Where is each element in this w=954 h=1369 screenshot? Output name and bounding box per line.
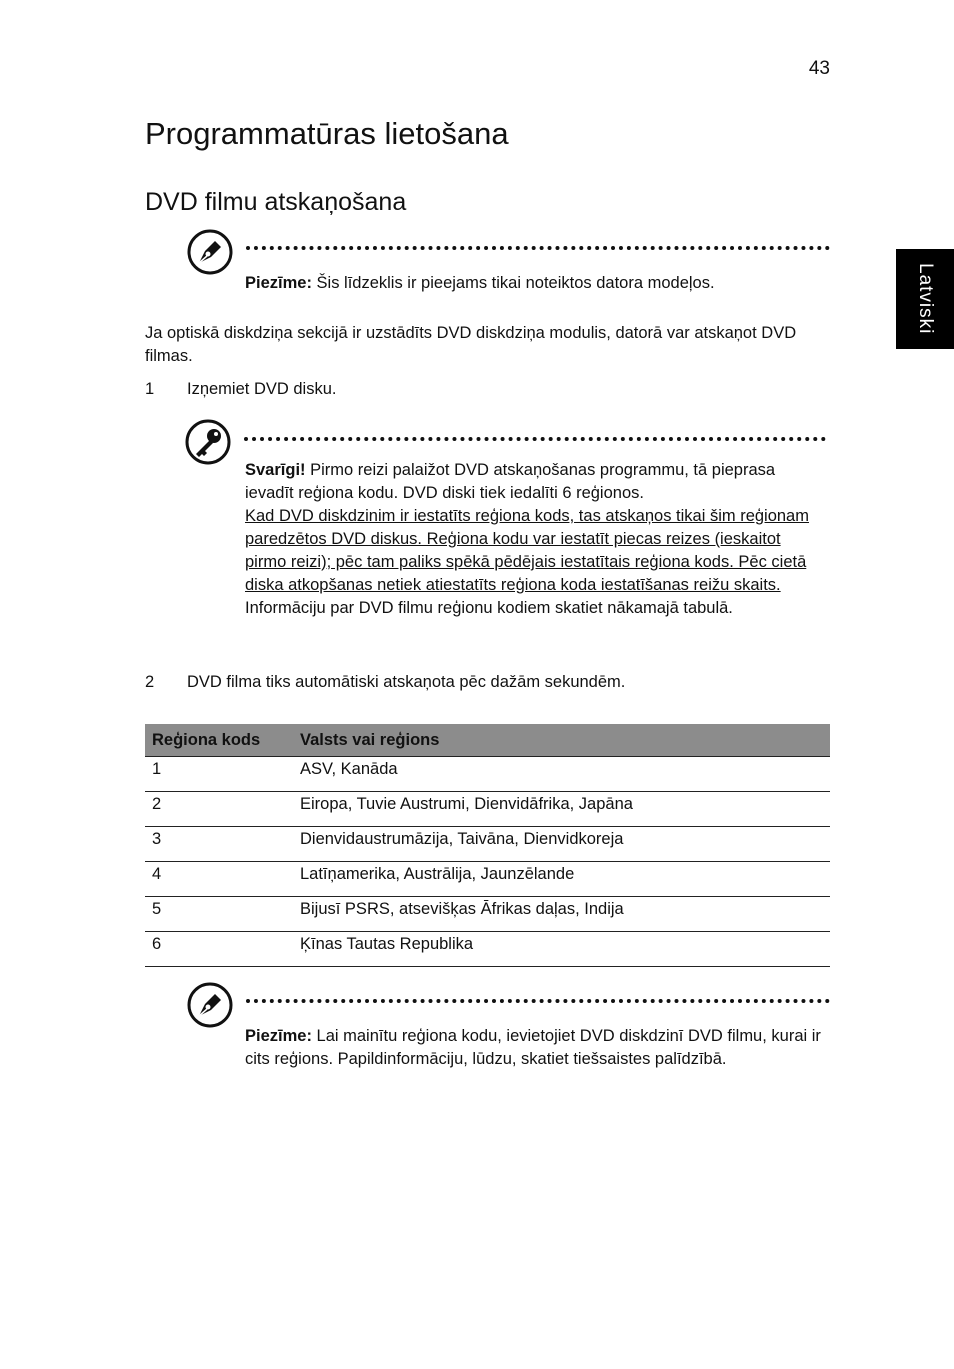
table-cell-region: ASV, Kanāda [293,757,830,792]
table-row [145,827,830,862]
table-row [145,897,830,932]
table-cell-code: 4 [145,862,293,897]
table-cell-region: Eiropa, Tuvie Austrumi, Dienvidāfrika, Japāna [293,792,830,827]
region-code-table [145,724,830,967]
table-cell-code: 1 [145,757,293,792]
table-cell-region: Bijusī PSRS, atsevišķas Āfrikas daļas, Indija [293,897,830,932]
table-row [145,792,830,827]
table-cell-code: 2 [145,792,293,827]
important-body-underlined: Kad DVD diskdzinim ir iestatīts reģiona kods, tas atskaņos tikai šim reģionam paredzētos DVD diskus. Reģiona kodu var iestatīt piecas reizes (ieskaitot pirmo reizi); pēc tam paliks spēkā pēdējais iestatītais reģiona kods. Pēc cietā diska atkopšanas netiek atiestatīts reģiona koda iestatīšanas reižu skaits. [245,507,809,594]
table-cell-region: Dienvidaustrumāzija, Taivāna, Dienvidkoreja [293,827,830,862]
language-tab [896,249,954,349]
table-cell-code: 3 [145,827,293,862]
table-row [145,757,830,792]
key-icon [185,419,231,465]
table-header-country: Valsts vai reģions [293,724,830,757]
table-row [145,932,830,967]
note-divider [246,246,830,250]
important-body-b: Informāciju par DVD filmu reģionu kodiem skatiet nākamajā tabulā. [245,599,733,617]
table-cell-region: Latīņamerika, Austrālija, Jaunzēlande [293,862,830,897]
step-text: DVD filma tiks automātiski atskaņota pēc dažām sekundēm. [187,673,626,691]
note-text [245,1025,825,1071]
table-cell-code: 6 [145,932,293,967]
important-body-a: Pirmo reizi palaižot DVD atskaņošanas programmu, tā pieprasa ievadīt reģiona kodu. DVD diski tiek iedalīti 6 reģionos. [245,461,776,502]
note-text [245,272,835,295]
table-header-row [145,724,830,757]
note-body: Šis līdzeklis ir pieejams tikai noteiktos datora modeļos. [311,274,715,292]
step-number: 1 [145,380,155,398]
page-number: 43 [808,58,830,79]
note-divider [246,999,830,1003]
table-cell-region: Ķīnas Tautas Republika [293,932,830,967]
step-text: Izņemiet DVD disku. [187,380,337,398]
table-header-region-code: Reģiona kods [145,724,293,757]
table-cell-code: 5 [145,897,293,932]
note-pen-icon [187,229,233,275]
page-title: Programmatūras lietošana [145,116,509,151]
note-label: Piezīme: [245,274,312,292]
important-divider [244,437,826,441]
note-body: Lai mainītu reģiona kodu, ievietojiet DVD diskdzinī DVD filmu, kurai ir cits reģions. Papildinformāciju, lūdzu, skatiet tiešsaistes palīdzībā. [245,1027,821,1068]
important-label: Svarīgi! [245,461,306,479]
note-pen-icon [187,982,233,1028]
note-label: Piezīme: [245,1027,312,1045]
important-text [245,459,820,620]
table-row [145,862,830,897]
section-title: DVD filmu atskaņošana [145,188,407,216]
intro-paragraph: Ja optiskā diskdziņa sekcijā ir uzstādīts DVD diskdziņa modulis, datorā var atskaņot DVD filmas. [145,324,797,365]
step-number: 2 [145,673,155,691]
language-tab-label: Latviski [915,263,936,335]
